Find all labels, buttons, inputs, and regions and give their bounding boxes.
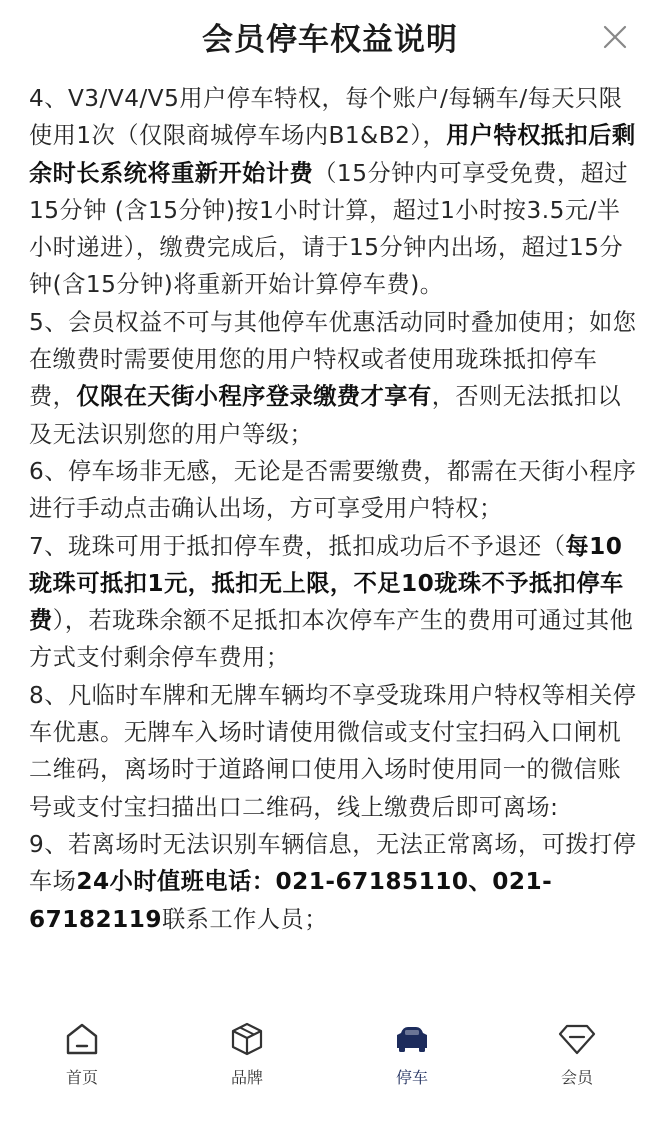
rule-text: （15分钟内可享受免费，超过15分钟 (含15分钟)按1小时计算，超过1小时按3.5元/半小时递进），缴费完成后，请于15分钟内出场，超过15分钟(含15分钟)将重新开始计算停车费)。 [29,159,629,299]
rule-8 [29,677,639,826]
rules-content [29,80,639,938]
tab-label: 首页 [65,1068,98,1087]
rule-text: ），若珑珠余额不足抵扣本次停车产生的费用可通过其他方式支付剩余停车费用； [29,607,634,672]
cube-icon [228,1021,266,1057]
tab-label: 品牌 [230,1068,263,1087]
rule-6 [29,453,639,528]
rule-text: 6、停车场非无感，无论是否需要缴费，都需在天街小程序进行手动点击确认出场，方可享受用户特权； [29,457,637,523]
rule-text: 7、珑珠可用于抵扣停车费，抵扣成功后不予退还（ [29,532,566,560]
rule-4 [29,80,639,304]
modal-header [0,0,660,72]
close-icon [600,22,630,52]
rule-9 [29,826,639,938]
rule-text: 5、会员权益不可与其他停车优惠活动同时叠加使用；如您在缴费时需要使用您的用户特权或者使用珑珠抵扣停车费， [29,308,637,411]
tab-label: 停车 [395,1068,428,1087]
rule-highlight: 每10珑珠可抵扣1元，抵扣无上限，不足10珑珠不予抵扣停车费 [29,532,624,635]
rule-text: 4、V3/V4/V5用户停车特权，每个账户/每辆车/每天只限使用1次（仅限商城停车场内B1&B2）， [29,85,623,150]
rule-highlight: 24小时值班电话：021-67185110、021-67182119 [29,868,553,933]
rule-7 [29,528,639,677]
bottom-tab-bar [0,1005,660,1147]
rule-5 [29,304,639,453]
close-button[interactable] [600,22,630,52]
car-icon [392,1021,432,1057]
rule-highlight: 仅限在天街小程序登录缴费才享有 [76,383,432,411]
tab-label: 会员 [560,1068,593,1087]
tab-home[interactable] [27,1021,137,1101]
tab-brand[interactable] [192,1021,302,1101]
rule-text: 8、凡临时车牌和无牌车辆均不享受珑珠用户特权等相关停车优惠。无牌车入场时请使用微信或支付宝扫码入口闸机二维码，离场时于道路闸口使用入场时使用同一的微信账号或支付宝扫描出口二维码，线上缴费后即可离场: [29,681,637,821]
tab-parking[interactable] [357,1021,467,1101]
tab-member[interactable] [522,1021,632,1101]
rule-text: ，否则无法抵扣以及无法识别您的用户等级； [29,383,622,448]
page-title: 会员停车权益说明 [202,22,458,58]
rule-text: 联系工作人员； [162,905,328,933]
rule-highlight: 用户特权抵扣后剩余时长系统将重新开始计费 [29,122,636,187]
diamond-icon [557,1021,597,1057]
home-icon [63,1021,101,1057]
rule-text: 9、若离场时无法识别车辆信息，无法正常离场，可拨打停车场 [29,830,637,896]
